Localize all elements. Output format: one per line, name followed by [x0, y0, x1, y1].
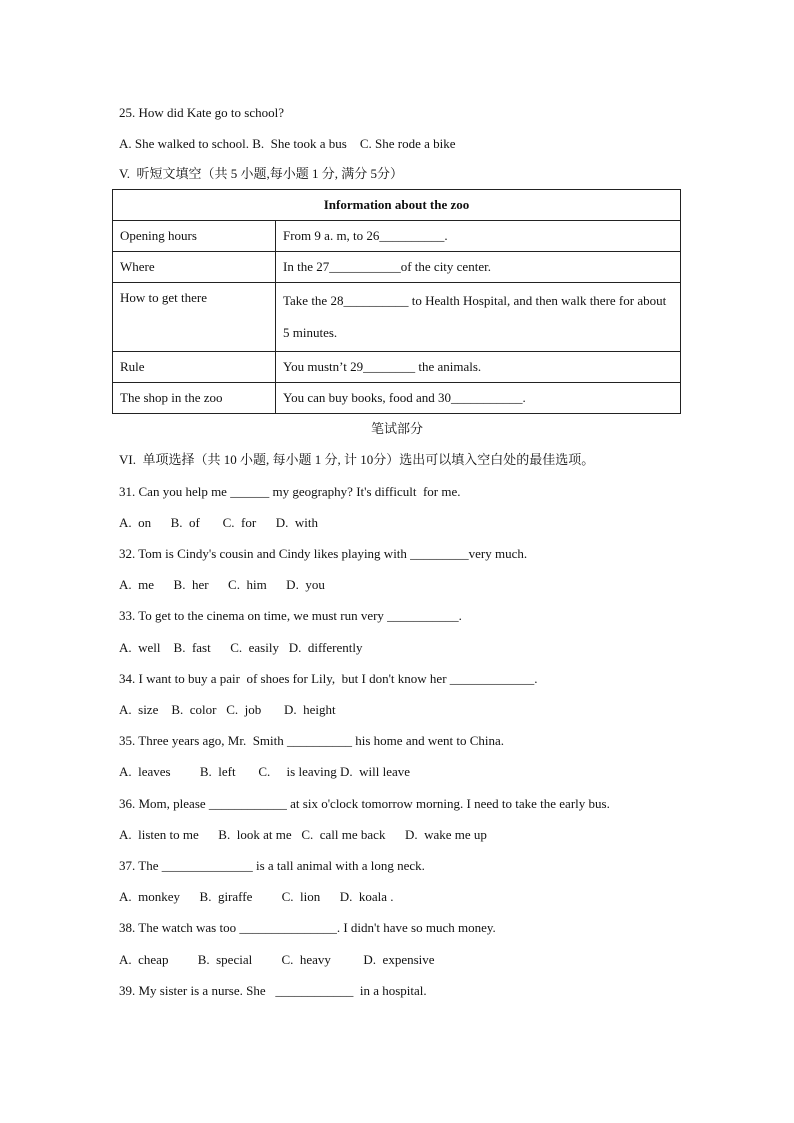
- written-part-title: 笔试部分: [370, 421, 423, 436]
- section-5-heading: V. 听短文填空（共 5 小题,每小题 1 分, 满分 5分）: [119, 166, 403, 181]
- question-32: 32. Tom is Cindy's cousin and Cindy likes playing with _________very much.: [119, 546, 528, 561]
- question-36: 36. Mom, please ____________ at six o'clock tomorrow morning. I need to take the early bus.: [119, 796, 610, 811]
- section-6-heading: VI. 单项选择（共 10 小题, 每小题 1 分, 计 10分）选出可以填入空白处的最佳选项。: [119, 452, 595, 467]
- question-33-options: A. well B. fast C. easily D. differently: [119, 640, 363, 655]
- row-value: You mustn’t 29________ the animals.: [276, 352, 681, 383]
- table-header-row: [113, 190, 681, 221]
- table-row: [113, 352, 681, 383]
- question-32-options: A. me B. her C. him D. you: [119, 577, 325, 592]
- question-31-options: A. on B. of C. for D. with: [119, 515, 318, 530]
- table-row: [113, 383, 681, 414]
- table-row: [113, 283, 681, 352]
- question-34-options: A. size B. color C. job D. height: [119, 702, 336, 717]
- question-38-options: A. cheap B. special C. heavy D. expensive: [119, 952, 435, 967]
- row-label: Where: [113, 252, 276, 283]
- row-value: You can buy books, food and 30___________.: [276, 383, 681, 414]
- question-37-options: A. monkey B. giraffe C. lion D. koala .: [119, 889, 394, 904]
- question-31: 31. Can you help me ______ my geography? It's difficult for me.: [119, 484, 461, 499]
- row-label: Opening hours: [113, 221, 276, 252]
- question-35: 35. Three years ago, Mr. Smith __________ his home and went to China.: [119, 733, 505, 748]
- question-38: 38. The watch was too _______________. I didn't have so much money.: [119, 920, 496, 935]
- question-36-options: A. listen to me B. look at me C. call me back D. wake me up: [119, 827, 487, 842]
- question-25: 25. How did Kate go to school?: [119, 105, 285, 120]
- row-label: Rule: [113, 352, 276, 383]
- row-label: How to get there: [113, 283, 276, 352]
- question-35-options: A. leaves B. left C. is leaving D. will leave: [119, 764, 411, 779]
- question-33: 33. To get to the cinema on time, we must run very ___________.: [119, 608, 462, 623]
- table-row: [113, 252, 681, 283]
- table-title: Information about the zoo: [113, 190, 681, 221]
- row-label: The shop in the zoo: [113, 383, 276, 414]
- question-34: 34. I want to buy a pair of shoes for Lily, but I don't know her _____________.: [119, 671, 538, 686]
- table-row: [113, 221, 681, 252]
- row-value: From 9 a. m, to 26__________.: [276, 221, 681, 252]
- zoo-info-table: [112, 189, 681, 414]
- row-value: In the 27___________of the city center.: [276, 252, 681, 283]
- question-39: 39. My sister is a nurse. She ____________ in a hospital.: [119, 983, 427, 998]
- row-value: Take the 28__________ to Health Hospital, and then walk there for about 5 minutes.: [276, 283, 681, 352]
- question-37: 37. The ______________ is a tall animal with a long neck.: [119, 858, 425, 873]
- question-25-options: A. She walked to school. B. She took a bus C. She rode a bike: [119, 136, 456, 151]
